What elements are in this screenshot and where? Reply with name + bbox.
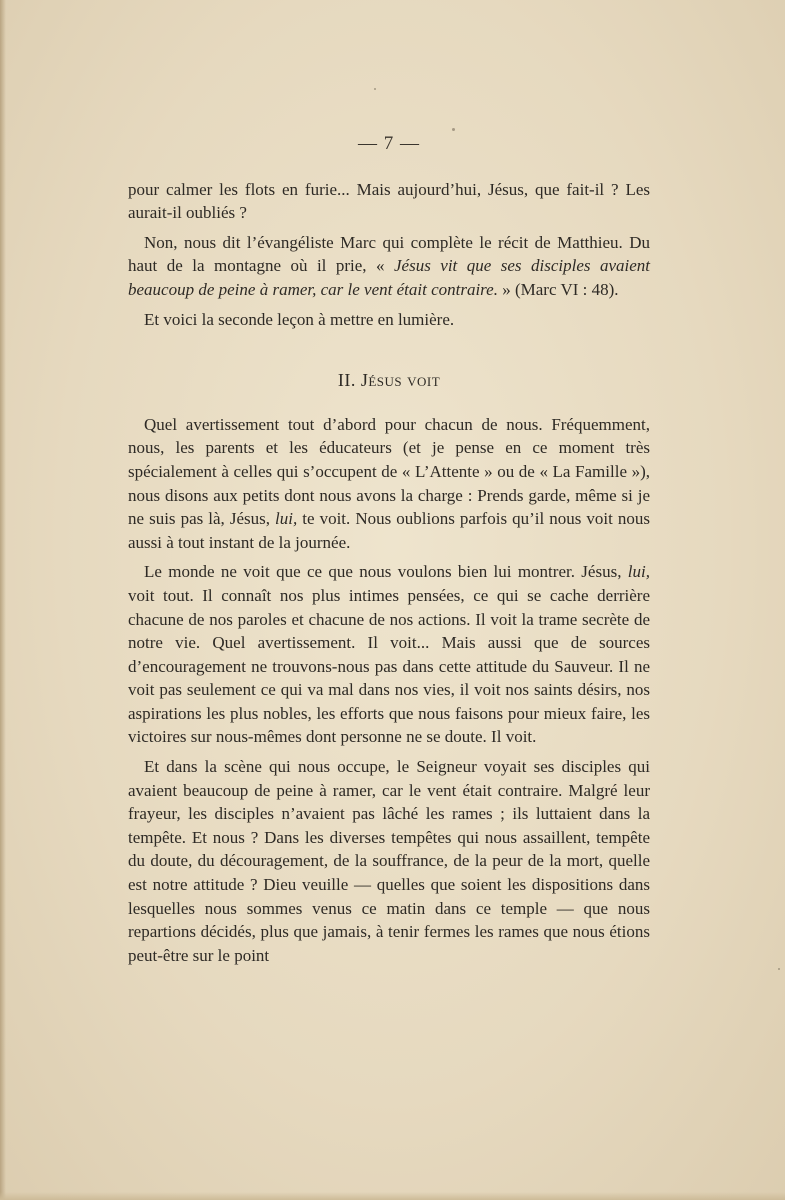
scripture-reference: » (Marc VI : 48).	[497, 279, 619, 299]
paragraph-5	[128, 560, 650, 749]
emphasis-lui: lui,	[627, 562, 650, 582]
paragraph-1: pour calmer les flots en furie... Mais aujourd’hui, Jésus, que fait-il ? Les aurait-il oubliés ?	[128, 179, 650, 223]
section-number: II.	[337, 370, 361, 391]
page-text-block	[128, 132, 650, 967]
paragraph-3: Et voici la seconde leçon à mettre en lumière.	[144, 309, 455, 329]
page-number: — 7 —	[358, 133, 420, 154]
paragraph-4	[128, 413, 650, 555]
ink-speck	[452, 128, 455, 131]
page-bottom-shadow	[0, 1192, 785, 1200]
page-edge-shadow	[0, 0, 6, 1200]
paragraph-2-text: Non, nous dit l’évangéliste Marc qui complète le récit de Matthieu. Du haut de la montagne où il prie, «	[128, 232, 650, 276]
paragraph-5-text: Le monde ne voit que ce que nous voulons bien lui montrer. Jésus,	[144, 562, 628, 582]
section-heading	[128, 369, 650, 393]
paragraph-4-text: Quel avertissement tout d’abord pour chacun de nous. Fréquemment, nous, les parents et les éducateurs (et je pense en ce moment très spécialement à celles qui s’occupent de « L’Attente » ou de « La Famille »), nous disons aux petits dont nous avons la charge : Prends garde, même si je ne suis pas là, Jésus,	[128, 414, 650, 529]
scripture-quote: Jésus vit que ses disciples avaient beaucoup de peine à ramer, car le vent était contraire.	[128, 256, 651, 299]
emphasis-lui: lui,	[275, 509, 298, 529]
paragraph-5-text-end: voit tout. Il connaît nos plus intimes pensées, ce qui se cache derrière chacune de nos paroles et chacune de nos actions. Il voit la trame secrète de notre vie. Quel avertissement. Il voit... Mais aussi que de sources d’encouragement ne trouvons-nous pas dans cette attitude du Sauveur. Il ne voit pas seulement ce qui va mal dans nos vies, il voit nos saints désirs, nos aspirations les plus nobles, les efforts que nous faisons pour mieux faire, les victoires sur nous-mêmes dont personne ne se doute. Il voit.	[128, 585, 650, 747]
section-title: Jésus voit	[360, 370, 441, 391]
ink-speck	[778, 968, 780, 970]
paragraph-4-text-end: te voit. Nous oublions parfois qu’il nous voit nous aussi à tout instant de la journée.	[128, 509, 650, 552]
paragraph-6: Et dans la scène qui nous occupe, le Seigneur voyait ses disciples qui avaient beaucoup de peine à ramer, car le vent était contraire. Malgré leur frayeur, les disciples n’avaient pas lâché les rames ; ils luttaient dans la tempête. Et nous ? Dans les diverses tempêtes qui nous assaillent, tempête du doute, du découragement, de la souffrance, de la peur de la mort, quelle est notre attitude ? Dieu veuille — quelles que soient les dispositions dans lesquelles nous sommes venus ce matin dans ce temple — que nous repartions décidés, plus que jamais, à tenir fermes les rames que nous étions peut-être sur le point	[128, 757, 650, 965]
paragraph-2	[128, 231, 650, 302]
ink-speck	[374, 88, 376, 90]
